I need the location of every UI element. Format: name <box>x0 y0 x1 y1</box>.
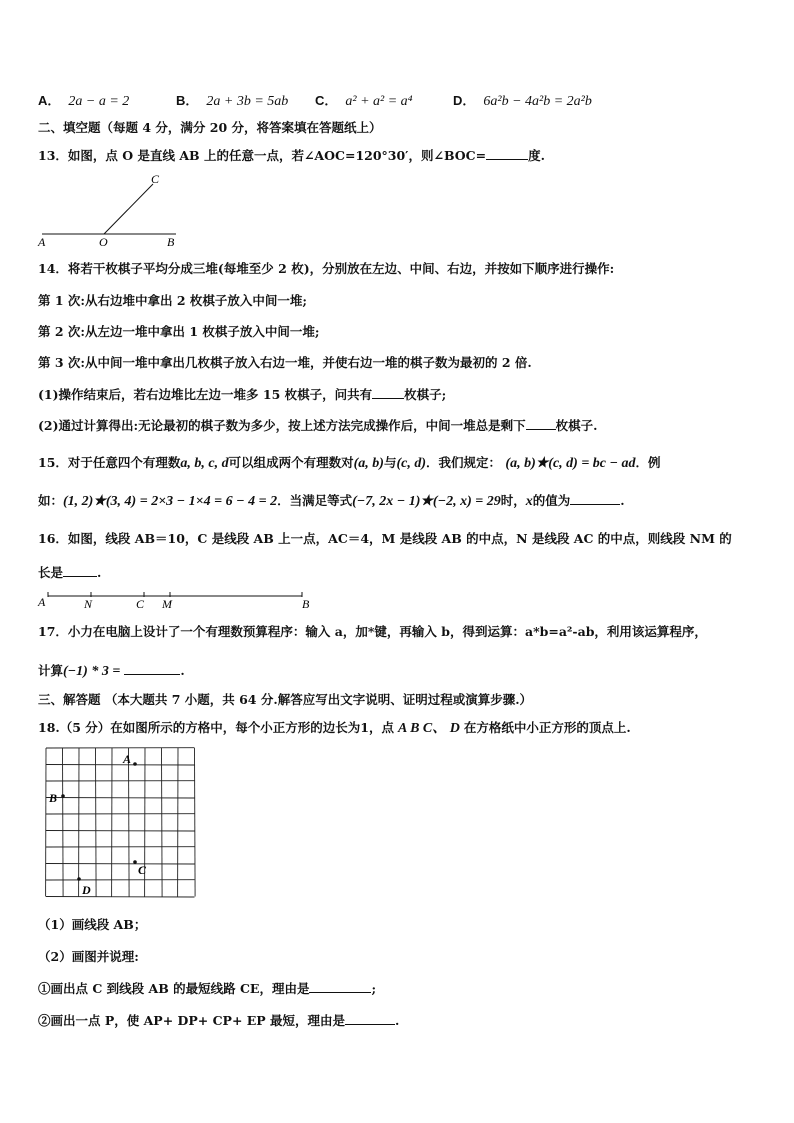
grid-label-c: C <box>138 863 147 877</box>
option-a <box>38 90 129 110</box>
q18-sub2-blank[interactable] <box>345 1012 395 1025</box>
q18-sub1-after: ; <box>371 981 377 996</box>
q15-line1-c: ．我们规定： <box>426 455 502 470</box>
q13-label-a: A <box>38 235 46 249</box>
grid-hline <box>46 765 195 766</box>
q15-var-x: x <box>525 494 533 509</box>
option-a-expr: 2a − a = 2 <box>68 94 130 109</box>
q18-grid <box>40 744 196 904</box>
q15-line2-b: ．当满足等式 <box>277 493 353 508</box>
q13-blank[interactable] <box>486 147 528 160</box>
q14-part1 <box>38 386 446 403</box>
point-c <box>133 860 137 864</box>
q16-blank[interactable] <box>63 564 97 577</box>
option-b-expr: 2a + 3b = 5ab <box>206 94 289 109</box>
grid-label-d: D <box>82 883 91 897</box>
q13-figure <box>36 170 186 250</box>
q16-label-n: N <box>84 597 93 611</box>
q13-label-b: B <box>167 235 175 249</box>
q14-intro: 14．将若干枚棋子平均分成三堆(每堆至少 2 枚)，分别放在左边、中间、右边，并按如下顺序进行操作: <box>38 261 615 276</box>
q15-example: (1, 2)★(3, 4) = 2×3 − 1×4 = 6 − 4 = 2 <box>63 494 278 509</box>
q14-part1-after: 枚棋子; <box>404 387 447 402</box>
q17-line2 <box>38 662 185 680</box>
q18-part1: （1）画线段 AB； <box>38 917 147 932</box>
q16-label-c: C <box>136 597 145 611</box>
q15-line1-a: 15．对于任意四个有理数 <box>38 455 181 470</box>
q15-line1-b: 可以组成两个有理数对 <box>228 455 354 470</box>
option-b <box>176 90 288 110</box>
q14-part2 <box>38 417 598 434</box>
q13-label-o: O <box>99 235 108 249</box>
grid-vline <box>162 748 163 897</box>
q16-label-a: A <box>38 595 46 609</box>
q15-pair1: (a, b) <box>353 456 384 471</box>
option-b-label: B． <box>176 93 199 108</box>
q18-points: A B C、 D <box>398 721 460 736</box>
grid-vline <box>195 748 196 897</box>
q18-part2: （2）画图并说理: <box>38 949 139 964</box>
q15-blank[interactable] <box>570 492 620 505</box>
option-d <box>453 90 592 110</box>
q14-part2-after: 枚棋子. <box>555 418 598 433</box>
q16-label-m: M <box>162 597 172 611</box>
grid-label-a: A <box>123 752 132 766</box>
q18-sub2-before: ②画出一点 P，使 AP+ DP+ CP+ EP 最短，理由是 <box>38 1013 346 1028</box>
q18-intro <box>38 720 631 737</box>
option-a-label: A． <box>38 93 61 108</box>
q17-expr: (−1) * 3 = <box>63 664 121 679</box>
ray-oc <box>104 184 153 234</box>
q15-line1 <box>38 455 661 472</box>
q17-line2-before: 计算 <box>38 663 64 678</box>
option-d-expr: 6a²b − 4a²b = 2a²b <box>483 94 592 109</box>
q18-intro-after: 在方格纸中小正方形的顶点上. <box>463 720 631 735</box>
q17-line2-after: . <box>180 663 185 678</box>
q15-line2-d: 的值为 <box>532 493 571 508</box>
q18-sub1-blank[interactable] <box>309 980 371 993</box>
grid-hline <box>46 897 195 898</box>
section2-title: 二、填空题（每题 4 分，满分 20 分，将答案填在答题纸上） <box>38 120 382 135</box>
q15-with: 与 <box>383 455 397 470</box>
point-a <box>133 762 137 766</box>
grid-vline <box>129 748 130 897</box>
q16-line2-before: 长是 <box>38 565 64 580</box>
q15-rule: (a, b)★(c, d) = bc − ad <box>505 456 636 471</box>
q18-sub2-after: . <box>395 1013 400 1028</box>
q18-sub1-before: ①画出点 C 到线段 AB 的最短线路 CE，理由是 <box>38 981 310 996</box>
q14-step2: 第 2 次:从左边一堆中拿出 1 枚棋子放入中间一堆; <box>38 324 320 339</box>
grid-hline <box>46 831 195 832</box>
q15-line2 <box>38 492 625 510</box>
q15-end: . <box>620 493 625 508</box>
q13-label-c: C <box>151 172 160 186</box>
option-d-label: D． <box>453 93 476 108</box>
q14-part2-blank[interactable] <box>526 417 556 430</box>
q14-part1-blank[interactable] <box>372 386 404 399</box>
q16-line2-after: . <box>97 565 102 580</box>
q17-line1: 17．小力在电脑上设计了一个有理数预算程序：输入 a，加*键，再输入 b，得到运算：a*b=a²-ab，利用该运算程序， <box>38 624 707 639</box>
grid-hline <box>46 798 195 799</box>
grid-label-b: B <box>49 791 58 805</box>
option-c-expr: a² + a² = a⁴ <box>345 94 413 109</box>
q15-equation: (−7, 2x − 1)★(−2, x) = 29 <box>352 494 501 509</box>
grid-vline <box>96 748 97 897</box>
q14-step3: 第 3 次:从中间一堆中拿出几枚棋子放入右边一堆，并使右边一堆的棋子数为最初的 2 倍. <box>38 355 532 370</box>
q13-text-after: 度. <box>528 148 545 163</box>
q14-part2-before: (2)通过计算得出:无论最初的棋子数为多少，按上述方法完成操作后，中间一堆总是剩下 <box>38 418 526 433</box>
q13-text <box>38 147 545 164</box>
grid-lines <box>46 748 196 897</box>
q14-step1: 第 1 次:从右边堆中拿出 2 枚棋子放入中间一堆; <box>38 293 308 308</box>
grid-vline <box>63 748 64 897</box>
point-d <box>77 877 81 881</box>
q16-line2 <box>38 564 101 581</box>
q17-blank[interactable] <box>124 662 180 675</box>
q16-label-b: B <box>302 597 310 611</box>
point-b <box>61 794 65 798</box>
q18-intro-before: 18.（5 分）在如图所示的方格中，每个小正方形的边长为1，点 <box>38 720 394 735</box>
q16-figure <box>36 588 326 612</box>
q15-line1-d: ．例 <box>635 455 661 470</box>
q15-line2-c: 时， <box>500 493 526 508</box>
q15-pair2: (c, d) <box>396 456 427 471</box>
q18-sub2 <box>38 1012 399 1029</box>
q16-line1: 16．如图，线段 AB＝10，C 是线段 AB 上一点，AC＝4，M 是线段 AB 的中点，N 是线段 AC 的中点，则线段 NM 的 <box>38 531 732 546</box>
q14-part1-before: (1)操作结束后，若右边堆比左边一堆多 15 枚棋子，问共有 <box>38 387 373 402</box>
option-c <box>315 90 413 110</box>
q15-line2-a: 如： <box>38 493 64 508</box>
option-c-label: C． <box>315 93 338 108</box>
q15-vars: a, b, c, d <box>180 456 229 471</box>
grid-hline <box>46 864 195 865</box>
q18-sub1 <box>38 980 376 997</box>
section3-title: 三、解答题 （本大题共 7 小题，共 64 分.解答应写出文字说明、证明过程或演算步骤.） <box>38 692 533 707</box>
q13-text-before: 13．如图，点 O 是直线 AB 上的任意一点，若∠AOC=120°30′，则∠BOC= <box>38 148 487 163</box>
